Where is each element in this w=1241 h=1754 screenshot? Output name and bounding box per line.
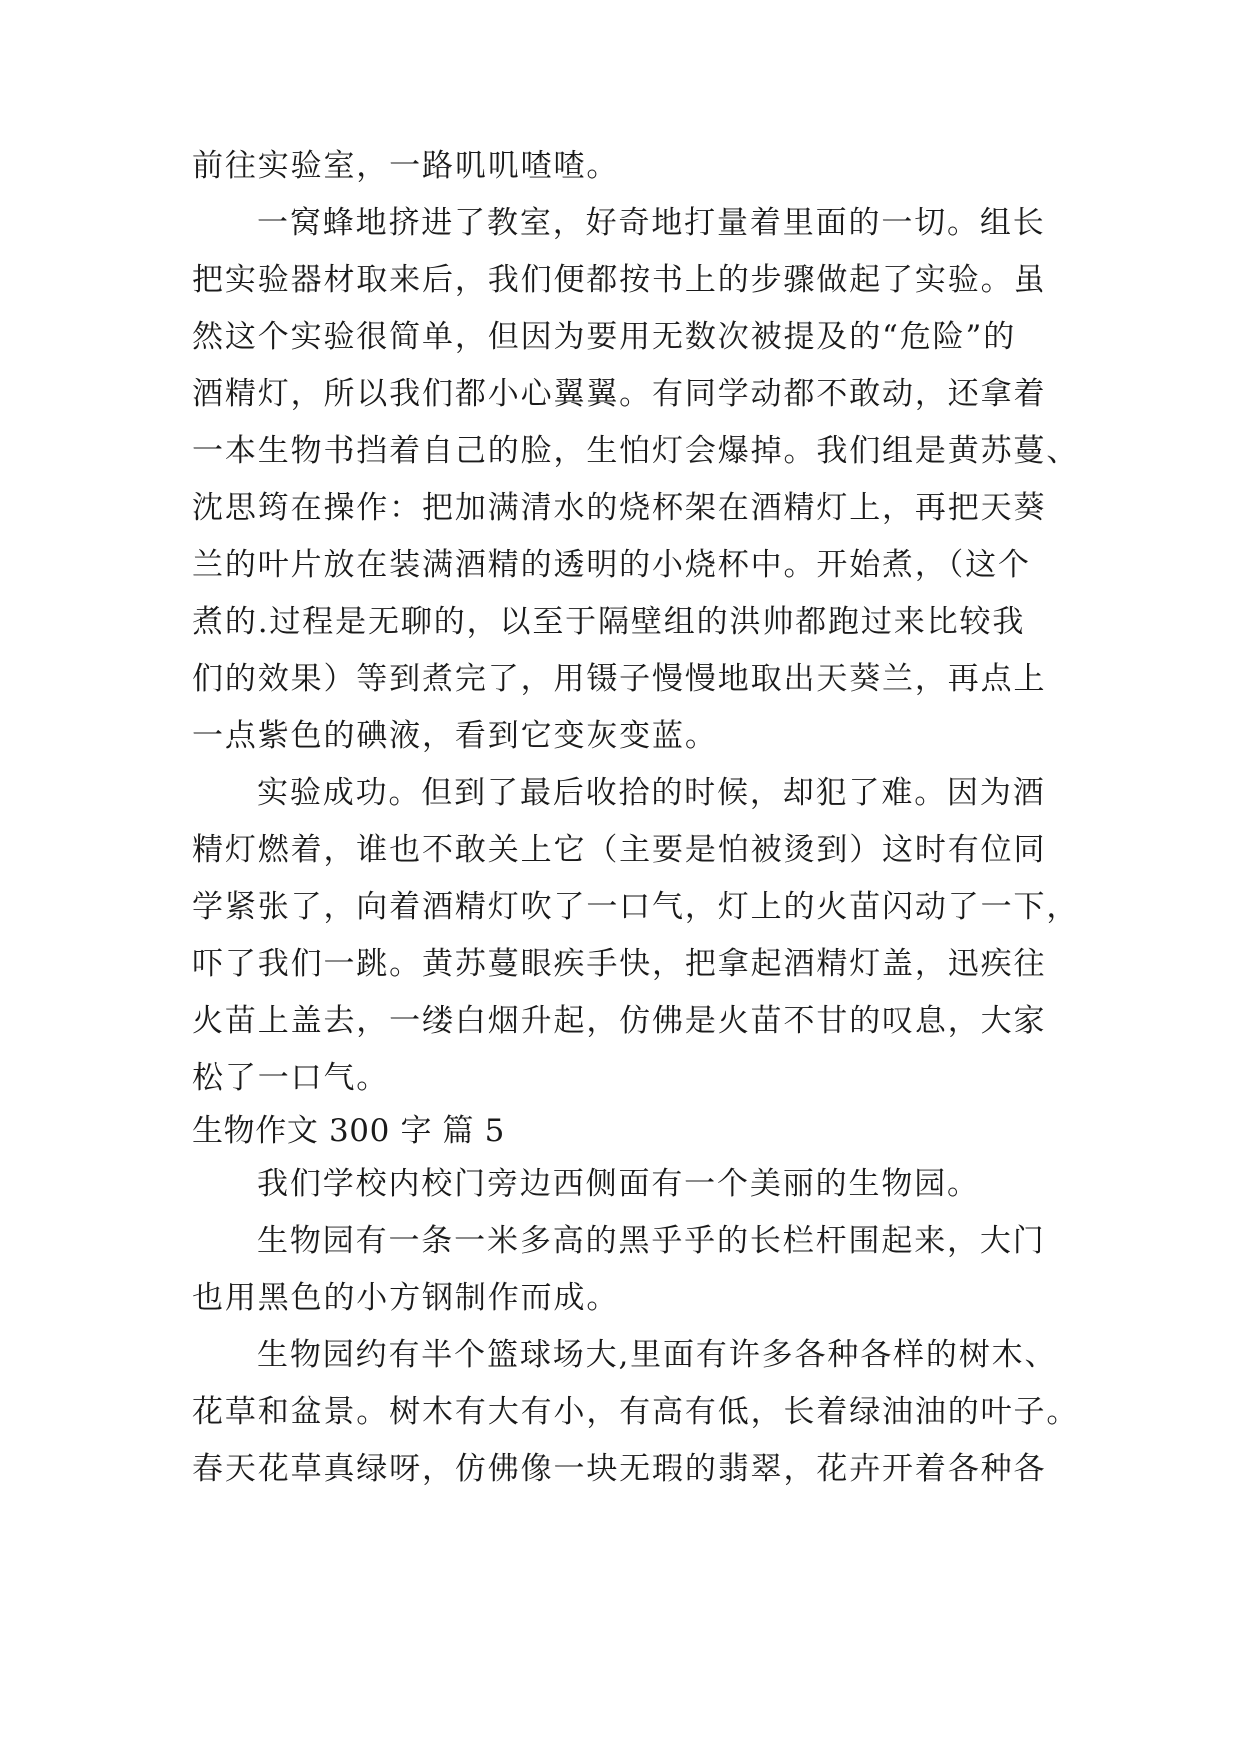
text-line: 也用黑色的小方钢制作而成。 bbox=[192, 1280, 620, 1316]
text-line: 吓了我们一跳。黄苏蔓眼疾手快，把拿起酒精灯盖，迅疾往 bbox=[192, 946, 1047, 982]
text-line: 然这个实验很简单，但因为要用无数次被提及的“危险”的 bbox=[192, 319, 1017, 355]
text-line: 松了一口气。 bbox=[192, 1060, 390, 1096]
text-line: 们的效果）等到煮完了，用镊子慢慢地取出天葵兰，再点上 bbox=[192, 661, 1047, 697]
text-line: 煮的.过程是无聊的，以至于隔壁组的洪帅都跑过来比较我 bbox=[192, 604, 1026, 640]
text-line: 酒精灯，所以我们都小心翼翼。有同学动都不敢动，还拿着 bbox=[192, 376, 1047, 412]
paragraph-first-line: 一窝蜂地挤进了教室，好奇地打量着里面的一切。组长 bbox=[257, 205, 1046, 241]
text-line: 火苗上盖去，一缕白烟升起，仿佛是火苗不甘的叹息，大家 bbox=[192, 1003, 1047, 1039]
text-line: 前往实验室，一路叽叽喳喳。 bbox=[192, 148, 620, 184]
paragraph-first-line: 生物园有一条一米多高的黑乎乎的长栏杆围起来，大门 bbox=[257, 1223, 1046, 1259]
paragraph-first-line: 实验成功。但到了最后收拾的时候，却犯了难。因为酒 bbox=[257, 775, 1046, 811]
text-line: 精灯燃着，谁也不敢关上它（主要是怕被烫到）这时有位同 bbox=[192, 832, 1047, 868]
text-line: 一点紫色的碘液，看到它变灰变蓝。 bbox=[192, 718, 718, 754]
text-line: 把实验器材取来后，我们便都按书上的步骤做起了实验。虽 bbox=[192, 262, 1047, 298]
text-line: 春天花草真绿呀，仿佛像一块无瑕的翡翠，花卉开着各种各 bbox=[192, 1451, 1047, 1487]
section-heading: 生物作文 300 字 篇 5 bbox=[192, 1113, 505, 1149]
text-line: 花草和盆景。树木有大有小，有高有低，长着绿油油的叶子。 bbox=[192, 1394, 1080, 1430]
text-line: 沈思筠在操作：把加满清水的烧杯架在酒精灯上，再把天葵 bbox=[192, 490, 1047, 526]
text-line: 兰的叶片放在装满酒精的透明的小烧杯中。开始煮，（这个 bbox=[192, 547, 1031, 583]
paragraph-first-line: 我们学校内校门旁边西侧面有一个美丽的生物园。 bbox=[257, 1166, 980, 1202]
text-line: 学紧张了，向着酒精灯吹了一口气，灯上的火苗闪动了一下， bbox=[192, 889, 1080, 925]
text-line: 一本生物书挡着自己的脸，生怕灯会爆掉。我们组是黄苏蔓、 bbox=[192, 433, 1080, 469]
paragraph-first-line: 生物园约有半个篮球场大,里面有许多各种各样的树木、 bbox=[257, 1337, 1058, 1373]
